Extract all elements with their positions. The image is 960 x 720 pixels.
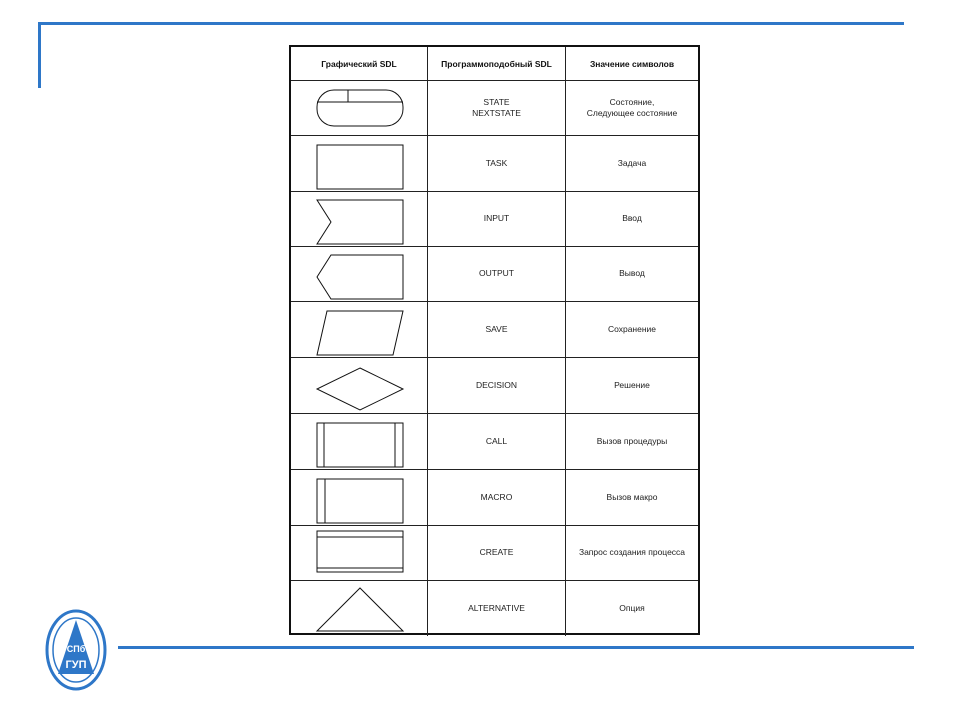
table-row (291, 358, 698, 414)
keyword-cell: CREATE (428, 525, 566, 580)
table-row (291, 525, 698, 581)
macro-icon (291, 470, 428, 525)
header-graphic-sdl: Графический SDL (291, 47, 428, 80)
svg-text:ГУП: ГУП (65, 659, 87, 671)
table-row (291, 302, 698, 358)
symbol-cell (291, 414, 428, 469)
symbol-cell (291, 136, 428, 191)
meaning-cell: Сохранение (607, 324, 657, 334)
meaning-cell: Вызов макро (606, 492, 658, 502)
table-row (291, 80, 698, 136)
symbol-cell (291, 246, 428, 301)
table-header-row (291, 47, 698, 81)
top-border-line (38, 22, 904, 25)
bottom-border-line (118, 646, 914, 649)
table-row (291, 246, 698, 302)
header-symbol-meaning: Значение символов (589, 58, 675, 69)
symbol-cell (291, 581, 428, 636)
save-icon (291, 302, 428, 357)
keyword-cell: SAVE (428, 302, 566, 357)
keyword-cell: DECISION (428, 358, 566, 413)
table-row (291, 581, 698, 636)
call-icon (291, 414, 428, 469)
keyword-cell: INPUT (428, 191, 566, 246)
symbol-cell (291, 302, 428, 357)
header-program-sdl: Программоподобный SDL (428, 47, 566, 80)
table-row (291, 191, 698, 247)
symbol-cell (291, 191, 428, 246)
output-icon (291, 246, 428, 301)
keyword-cell: STATE NEXTSTATE (428, 80, 566, 135)
meaning-cell: Запрос создания процесса (578, 547, 686, 557)
keyword-cell: CALL (428, 414, 566, 469)
keyword-cell: ALTERNATIVE (428, 581, 566, 636)
keyword-cell: MACRO (428, 470, 566, 525)
meaning-cell: Состояние, Следующее состояние (586, 96, 678, 118)
meaning-cell: Решение (614, 380, 650, 390)
alternative-icon (291, 581, 428, 636)
sdl-symbols-table (289, 45, 700, 635)
meaning-cell: Вывод (619, 268, 645, 278)
symbol-cell (291, 470, 428, 525)
table-row (291, 414, 698, 470)
symbol-cell (291, 80, 428, 135)
decision-icon (291, 358, 428, 413)
keyword-cell: TASK (428, 136, 566, 191)
input-icon (291, 191, 428, 246)
meaning-cell: Ввод (622, 213, 642, 223)
meaning-cell: Опция (619, 603, 645, 613)
task-icon (291, 136, 428, 191)
state-icon (291, 80, 428, 135)
svg-text:СПб: СПб (66, 644, 86, 654)
meaning-cell: Вызов процедуры (596, 436, 668, 446)
left-border-line (38, 22, 41, 88)
keyword-cell: OUTPUT (428, 246, 566, 301)
meaning-cell: Задача (617, 158, 647, 168)
symbol-cell (291, 525, 428, 580)
table-row (291, 470, 698, 526)
table-row (291, 136, 698, 192)
symbol-cell (291, 358, 428, 413)
university-logo (44, 608, 108, 692)
create-icon (291, 525, 428, 580)
